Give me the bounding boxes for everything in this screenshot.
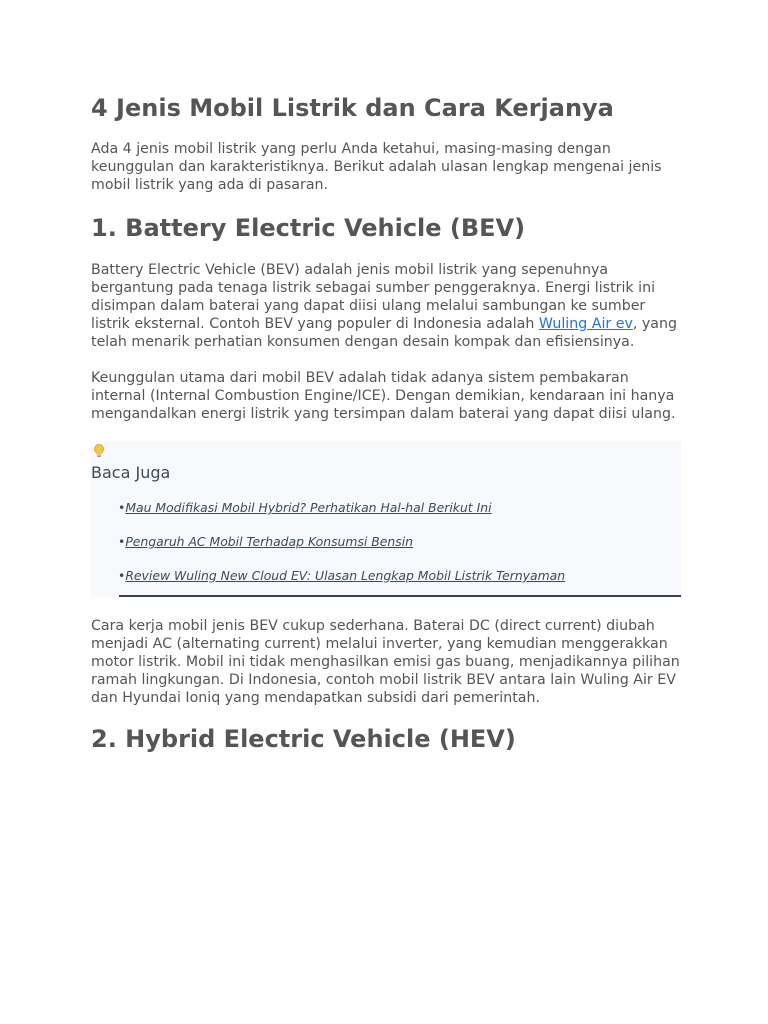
bev-paragraph-2: Keunggulan utama dari mobil BEV adalah tidak adanya sistem pembakaran internal (Internal Combustion Engine/ICE). Dengan demikian, kendaraan ini hanya mengandalkan energi listrik yang tersimpan dalam baterai yang dapat diisi ulang. [91, 370, 676, 422]
bullet: • [118, 568, 126, 583]
baca-juga-list [118, 499, 678, 601]
bev-paragraph-1 [91, 261, 681, 351]
bev-paragraph-1-text-end: , yang telah menarik perhatian konsumen dengan desain kompak dan efisiensinya. [91, 316, 677, 350]
section-heading-hev: 2. Hybrid Electric Vehicle (HEV) [91, 725, 516, 753]
intro-paragraph: Ada 4 jenis mobil listrik yang perlu Anda ketahui, masing-masing dengan keunggulan dan karakteristiknya. Berikut adalah ulasan lengkap mengenai jenis mobil listrik yang ada di pasaran. [91, 141, 662, 193]
wuling-air-ev-link[interactable]: Wuling Air ev [538, 316, 633, 332]
section-heading-bev: 1. Battery Electric Vehicle (BEV) [91, 214, 526, 242]
related-article-link[interactable]: Review Wuling New Cloud EV: Ulasan Lengkap Mobil Listrik Ternyaman [125, 568, 566, 583]
baca-juga-box [91, 441, 681, 597]
list-item [118, 533, 678, 567]
bullet: • [118, 534, 126, 549]
lightbulb-icon [92, 443, 106, 459]
related-article-link[interactable]: Mau Modifikasi Mobil Hybrid? Perhatikan Hal-hal Berikut Ini [125, 500, 492, 515]
article-content [91, 92, 681, 755]
bev-paragraph-1-text: Battery Electric Vehicle (BEV) adalah jenis mobil listrik yang sepenuhnya bergantung pada tenaga listrik sebagai sumber penggeraknya. Energi listrik ini disimpan dalam baterai yang dapat diisi ulang melalui sambungan ke sumber listrik eksternal. Contoh BEV yang populer di Indonesia adalah [91, 262, 656, 332]
article-title: 4 Jenis Mobil Listrik dan Cara Kerjanya [91, 94, 614, 122]
list-item [118, 499, 678, 533]
callout-divider [119, 595, 681, 597]
bev-paragraph-3: Cara kerja mobil jenis BEV cukup sederhana. Baterai DC (direct current) diubah menjadi AC (alternating current) melalui inverter, yang kemudian menggerakkan motor listrik. Mobil ini tidak menghasilkan emisi gas buang, menjadikannya pilihan ramah lingkungan. Di Indonesia, contoh mobil listrik BEV antara lain Wuling Air EV dan Hyundai Ioniq yang mendapatkan subsidi dari pemerintah. [91, 618, 680, 706]
related-article-link[interactable]: Pengaruh AC Mobil Terhadap Konsumsi Bensin [125, 534, 414, 549]
bullet: • [118, 500, 126, 515]
baca-juga-title: Baca Juga [91, 463, 171, 482]
